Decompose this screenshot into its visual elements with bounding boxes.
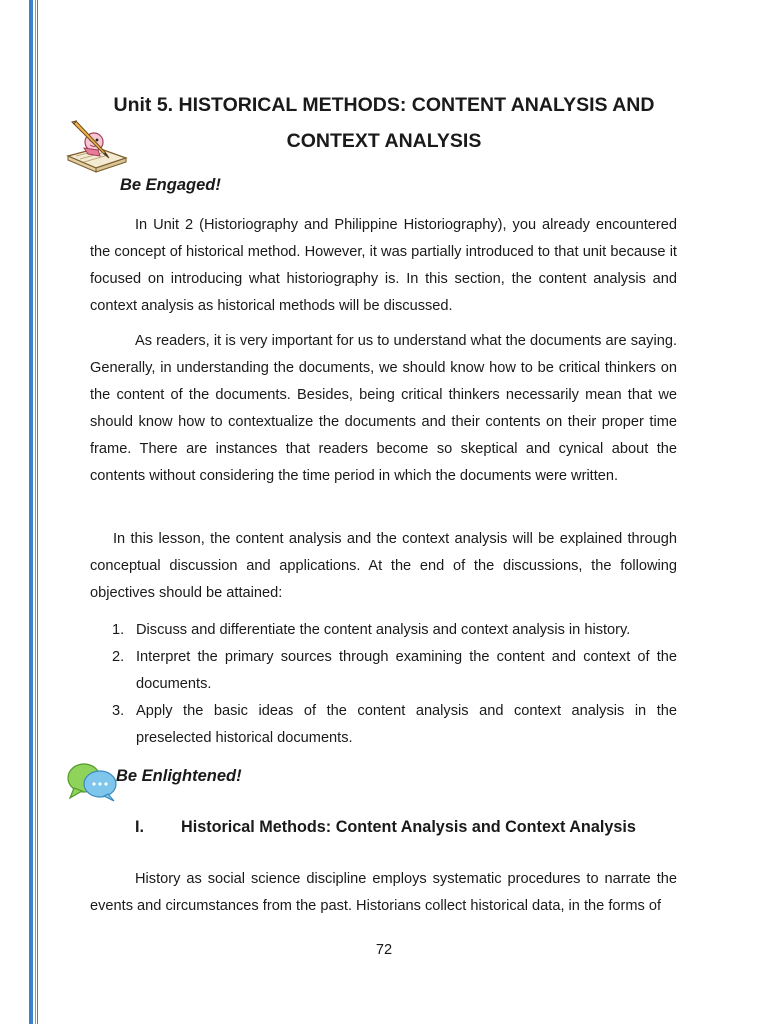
objectives-list	[90, 617, 677, 752]
page-border-inner	[37, 0, 38, 1024]
objective-number: 3.	[112, 703, 125, 719]
objective-text: Apply the basic ideas of the content analysis and context analysis in the preselected historical documents.	[136, 703, 677, 746]
paragraph-1: In Unit 2 (Historiography and Philippine Historiography), you already encountered the concept of historical method. However, it was partially introduced to that unit because it focused on introducing what historiography is. In this section, the content analysis and context analysis as historical methods will be discussed.	[90, 217, 677, 314]
objective-text: Discuss and differentiate the content analysis and context analysis in history.	[136, 622, 631, 638]
objective-item	[90, 698, 677, 752]
page-border-thick	[29, 0, 33, 1024]
be-enlightened-heading: Be Enlightened!	[116, 767, 242, 785]
unit-title-line-2: CONTEXT ANALYSIS	[286, 130, 482, 152]
objective-text: Interpret the primary sources through examining the content and context of the documents.	[136, 649, 677, 692]
pencil-writing-icon	[64, 118, 128, 174]
objective-item	[90, 644, 677, 698]
paragraph-4: History as social science discipline employs systematic procedures to narrate the events and circumstances from the past. Historians collect historical data, in the forms of	[90, 871, 677, 914]
page-border-thin	[35, 0, 36, 1024]
be-engaged-heading: Be Engaged!	[120, 176, 221, 194]
speech-bubbles-icon	[66, 760, 120, 802]
paragraph-3: In this lesson, the content analysis and the context analysis will be explained through conceptual discussion and applications. At the end of the discussions, the following objectives should be attained:	[90, 531, 677, 601]
section-heading	[135, 818, 636, 837]
section-numeral: I.	[135, 818, 144, 836]
objective-number: 1.	[112, 622, 125, 638]
section-title: Historical Methods: Content Analysis and Context Analysis	[181, 818, 636, 836]
page-number: 72	[375, 942, 393, 958]
objective-number: 2.	[112, 649, 125, 665]
paragraph-2: As readers, it is very important for us to understand what the documents are saying. Generally, in understanding the documents, we should know how to be critical thinkers on the content of the documents. Besides, being critical thinkers necessarily mean that we should know how to contextualize the documents and their contents on their proper time frame. There are instances that readers become so skeptical and cynical about the contents without considering the time period in which the documents were written.	[90, 333, 677, 484]
objective-item	[90, 617, 677, 644]
unit-title-line-1: Unit 5. HISTORICAL METHODS: CONTENT ANALYSIS AND	[113, 94, 655, 116]
